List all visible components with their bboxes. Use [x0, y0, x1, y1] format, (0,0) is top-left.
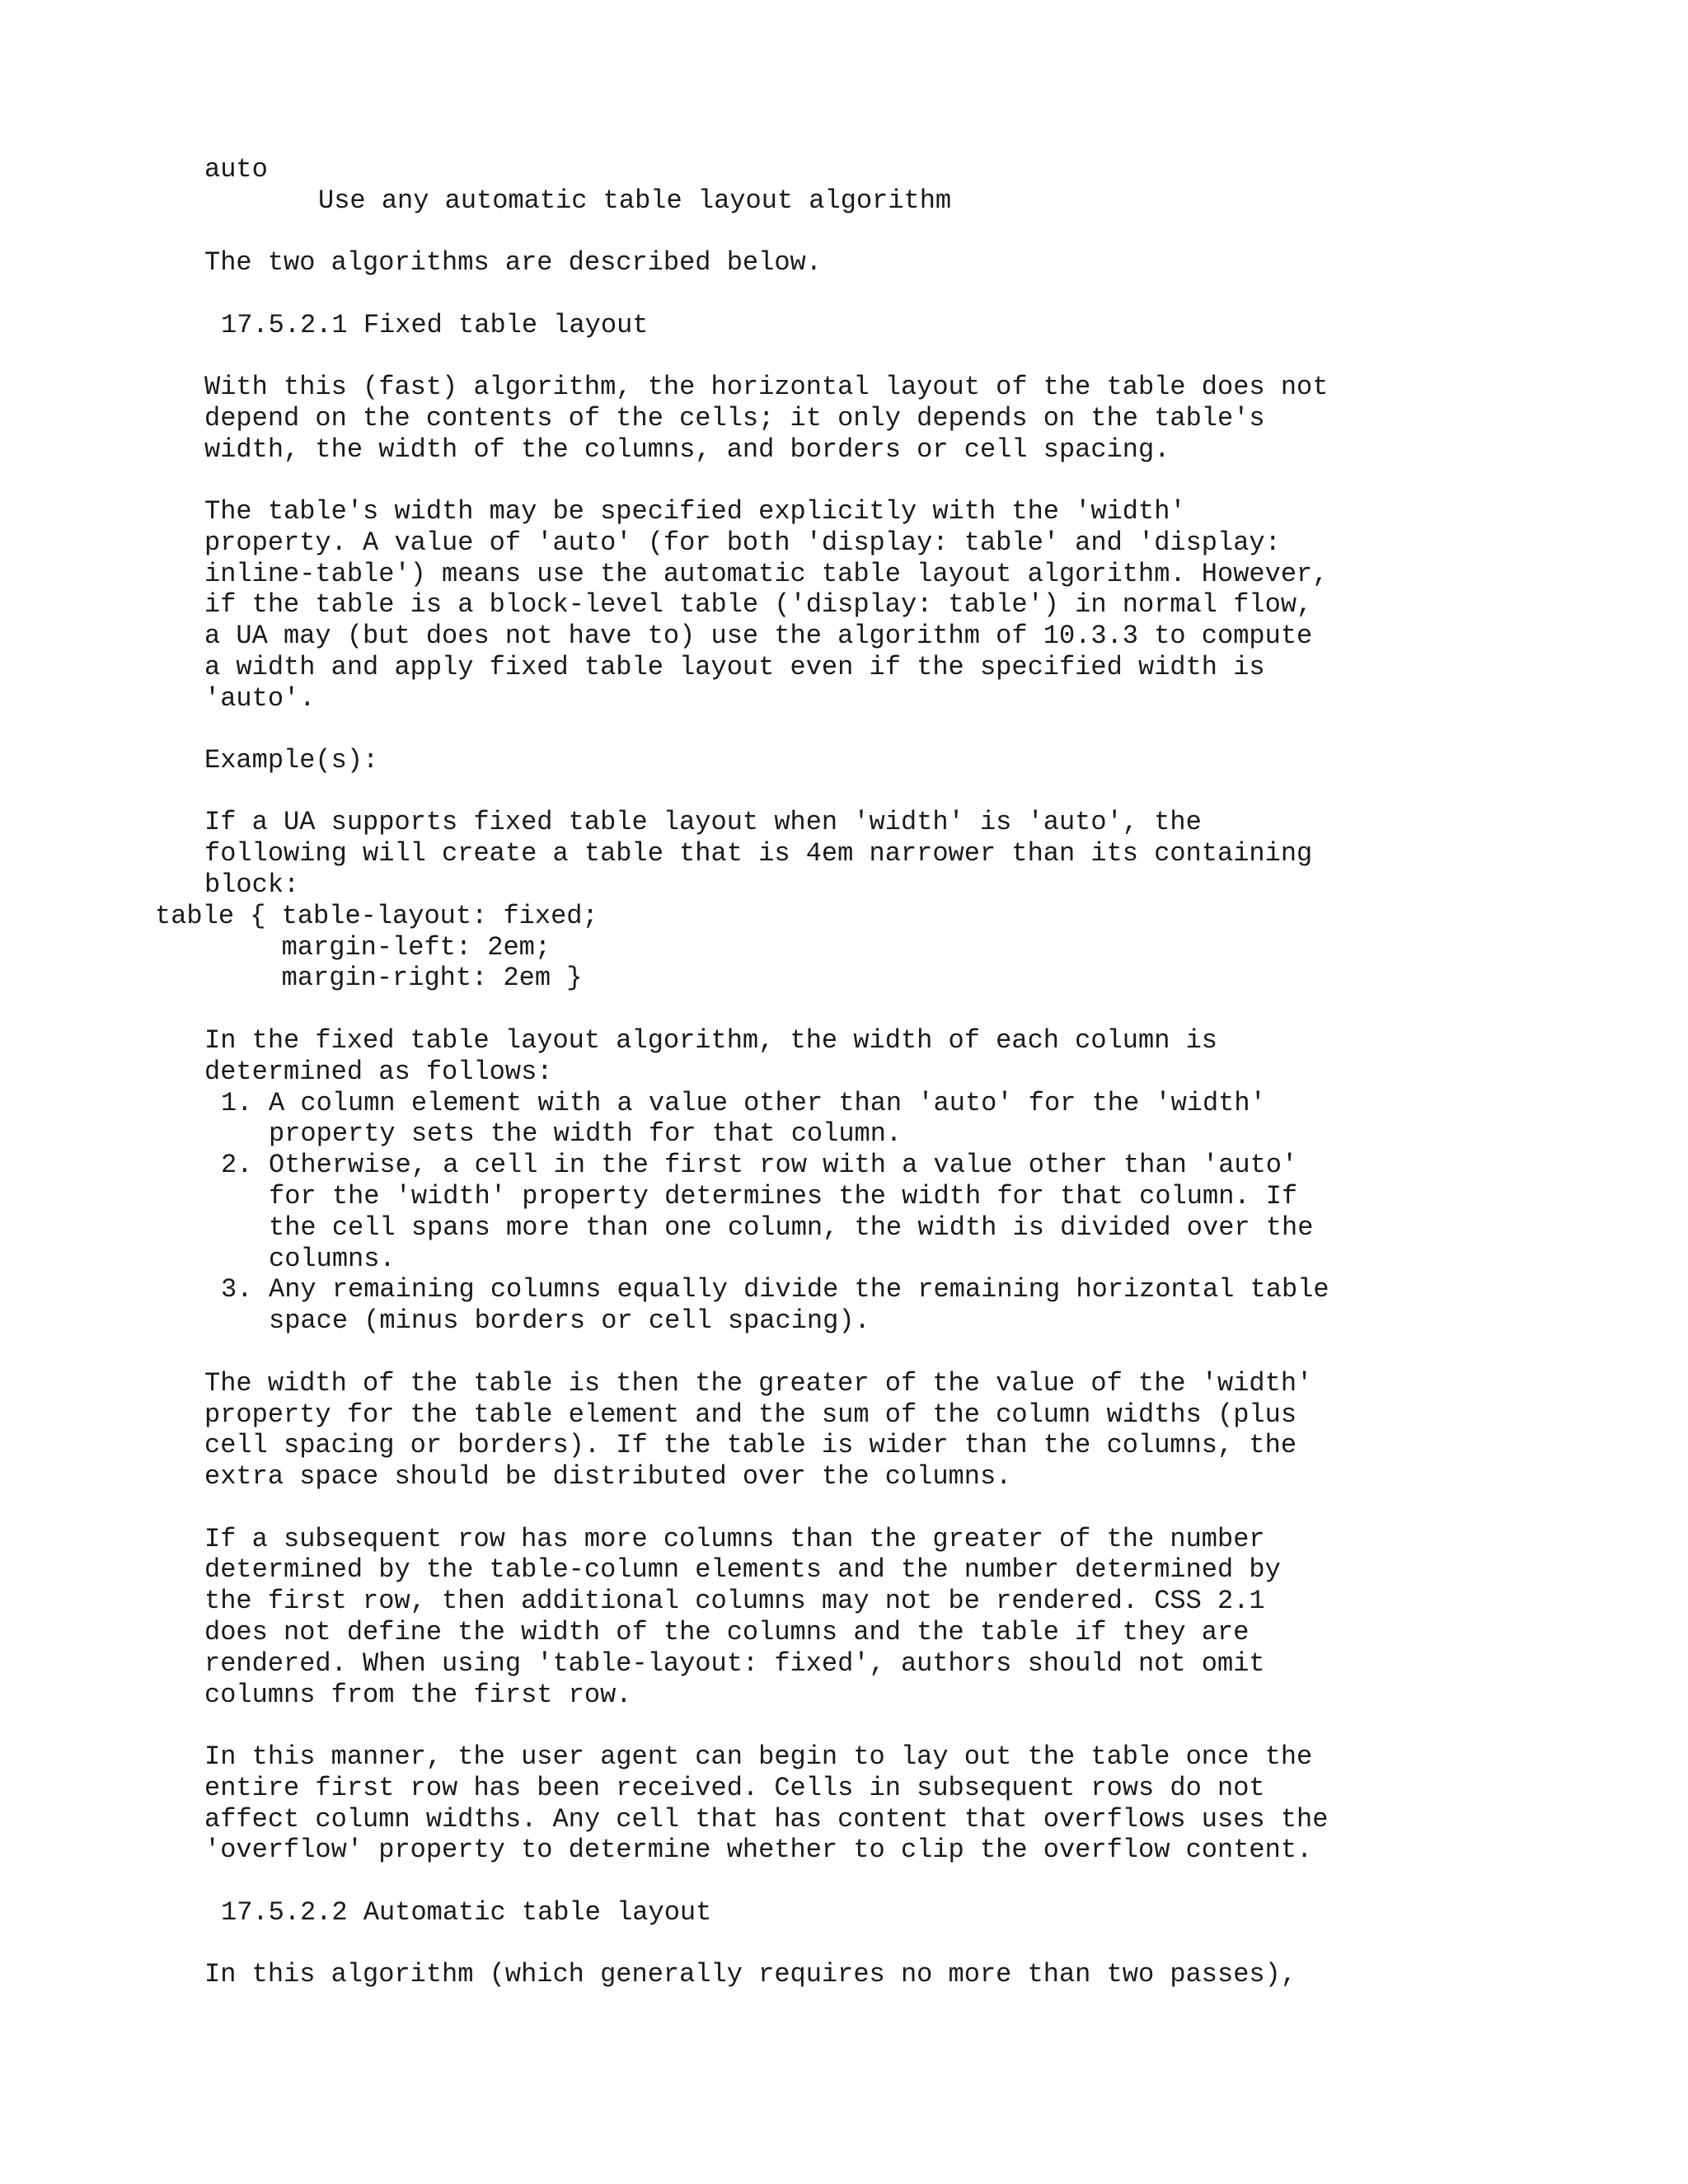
- paragraph-line: If a UA supports fixed table layout when 'width' is 'auto', the: [204, 807, 1202, 837]
- paragraph-line: The width of the table is then the greater of the value of the 'width': [204, 1368, 1313, 1399]
- paragraph-line: In this algorithm (which generally requires no more than two passes),: [204, 1959, 1297, 1990]
- list-item-number: 1.: [221, 1088, 253, 1118]
- list-item-line: the cell spans more than one column, the width is divided over the: [269, 1212, 1314, 1243]
- paragraph-line: following will create a table that is 4em narrower than its containing: [204, 838, 1313, 869]
- list-item-line: Any remaining columns equally divide the remaining horizontal table: [269, 1274, 1329, 1305]
- paragraph-line: determined as follows:: [204, 1057, 553, 1087]
- paragraph-line: determined by the table-column elements and the number determined by: [204, 1554, 1281, 1585]
- paragraph-line: extra space should be distributed over the columns.: [204, 1461, 1012, 1492]
- paragraph-line: With this (fast) algorithm, the horizontal layout of the table does not: [204, 372, 1329, 402]
- list-item-number: 2.: [221, 1150, 253, 1180]
- paragraph-line: does not define the width of the columns and the table if they are: [204, 1617, 1250, 1647]
- paragraph-line: property for the table element and the sum of the column widths (plus: [204, 1399, 1297, 1430]
- paragraph-line: In this manner, the user agent can begin to lay out the table once the: [204, 1741, 1313, 1772]
- paragraph-line: In the fixed table layout algorithm, the width of each column is: [204, 1025, 1217, 1056]
- paragraph-line: If a subsequent row has more columns than the greater of the number: [204, 1524, 1265, 1554]
- paragraph-line: 'overflow' property to determine whether to clip the overflow content.: [204, 1835, 1313, 1865]
- list-item-line: columns.: [269, 1244, 396, 1274]
- definition-term: auto: [204, 154, 268, 185]
- paragraph-line: if the table is a block-level table ('display: table') in normal flow,: [204, 589, 1313, 620]
- paragraph-line: a UA may (but does not have to) use the algorithm of 10.3.3 to compute: [204, 621, 1313, 651]
- intro-text: The two algorithms are described below.: [204, 247, 822, 278]
- paragraph-line: a width and apply fixed table layout even if the specified width is: [204, 652, 1265, 682]
- list-item-line: Otherwise, a cell in the first row with a value other than 'auto': [269, 1150, 1298, 1180]
- paragraph-line: property. A value of 'auto' (for both 'display: table' and 'display:: [204, 527, 1281, 558]
- paragraph-line: 'auto'.: [204, 683, 316, 714]
- list-item-line: for the 'width' property determines the width for that column. If: [269, 1181, 1298, 1212]
- section-heading-fixed: 17.5.2.1 Fixed table layout: [221, 310, 649, 340]
- list-item-line: space (minus borders or cell spacing).: [269, 1305, 870, 1336]
- paragraph-line: cell spacing or borders). If the table is wider than the columns, the: [204, 1430, 1297, 1460]
- paragraph-line: inline-table') means use the automatic table layout algorithm. However,: [204, 559, 1329, 589]
- list-item-line: property sets the width for that column.: [269, 1118, 903, 1149]
- definition-description: Use any automatic table layout algorithm: [318, 185, 952, 216]
- list-item-line: A column element with a value other than 'auto' for the 'width': [269, 1088, 1266, 1118]
- paragraph-line: width, the width of the columns, and borders or cell spacing.: [204, 434, 1170, 465]
- paragraph-line: depend on the contents of the cells; it only depends on the table's: [204, 403, 1265, 434]
- paragraph-line: rendered. When using 'table-layout: fixed', authors should not omit: [204, 1648, 1265, 1679]
- paragraph-line: columns from the first row.: [204, 1680, 632, 1710]
- paragraph-line: entire first row has been received. Cells in subsequent rows do not: [204, 1773, 1265, 1803]
- paragraph-line: affect column widths. Any cell that has content that overflows uses the: [204, 1804, 1329, 1835]
- code-line: margin-right: 2em }: [155, 963, 583, 993]
- paragraph-line: the first row, then additional columns may not be rendered. CSS 2.1: [204, 1586, 1265, 1616]
- code-line: table { table-layout: fixed;: [155, 901, 598, 931]
- list-item-number: 3.: [221, 1274, 253, 1305]
- section-heading-automatic: 17.5.2.2 Automatic table layout: [221, 1897, 712, 1928]
- example-label: Example(s):: [204, 745, 379, 776]
- paragraph-line: block:: [204, 869, 300, 900]
- paragraph-line: The table's width may be specified explicitly with the 'width': [204, 496, 1186, 527]
- code-line: margin-left: 2em;: [155, 932, 551, 963]
